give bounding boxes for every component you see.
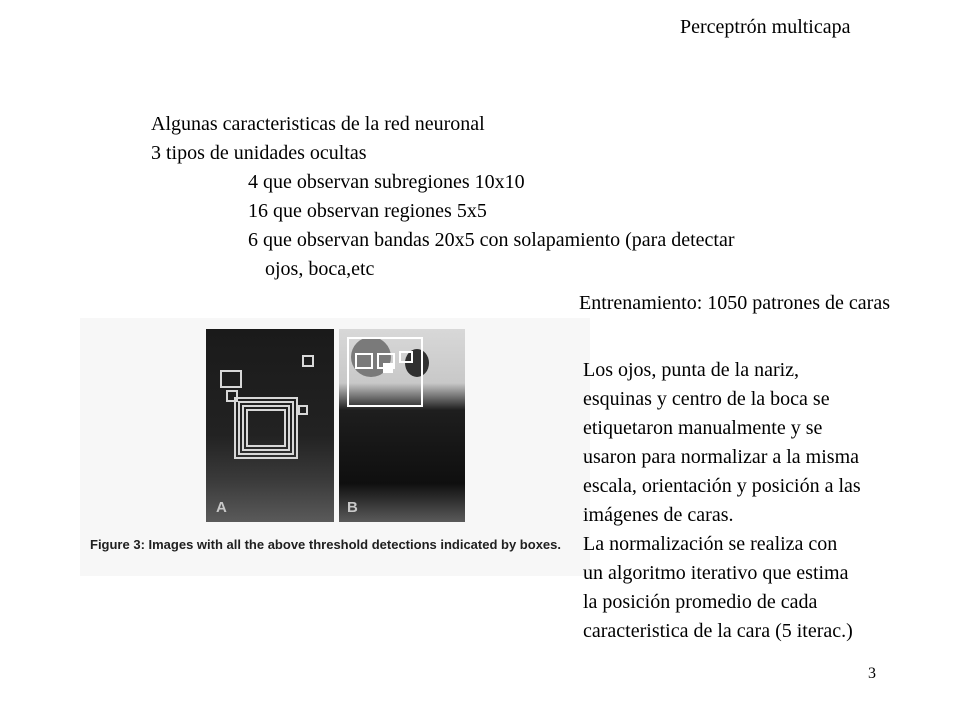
panel-label-a: A: [216, 499, 227, 516]
features-heading: Algunas caracteristicas de la red neuronal: [151, 113, 485, 135]
description-line: la posición promedio de cada: [583, 591, 818, 613]
description-line: escala, orientación y posición a las: [583, 475, 861, 497]
face-image-b: [339, 329, 465, 522]
description-line: usaron para normalizar a la misma: [583, 446, 859, 468]
description-line: Los ojos, punta de la nariz,: [583, 359, 800, 381]
description-line: La normalización se realiza con: [583, 533, 838, 555]
detection-box: [302, 355, 314, 367]
figure-caption: Figure 3: Images with all the above threshold detections indicated by boxes.: [90, 537, 561, 552]
description-line: imágenes de caras.: [583, 504, 734, 526]
panel-label-b: B: [347, 499, 358, 516]
detection-box: [399, 351, 413, 363]
feature-item: ojos, boca,etc: [265, 258, 375, 280]
feature-item: 6 que observan bandas 20x5 con solapamiento (para detectar: [248, 229, 735, 251]
description-line: esquinas y centro de la boca se: [583, 388, 830, 410]
slide-title: Perceptrón multicapa: [680, 16, 851, 38]
detection-box: [298, 405, 308, 415]
features-subheading: 3 tipos de unidades ocultas: [151, 142, 367, 164]
detection-box: [383, 363, 393, 373]
feature-item: 16 que observan regiones 5x5: [248, 200, 487, 222]
description-line: etiquetaron manualmente y se: [583, 417, 823, 439]
training-label: Entrenamiento: 1050 patrones de caras: [579, 292, 890, 314]
face-image-a: [206, 329, 334, 522]
description-line: un algoritmo iterativo que estima: [583, 562, 849, 584]
figure: [80, 318, 590, 576]
detection-box: [355, 353, 373, 369]
description-line: caracteristica de la cara (5 iterac.): [583, 620, 853, 642]
detection-box: [220, 370, 242, 388]
page-number: 3: [868, 665, 876, 682]
detection-box: [246, 409, 286, 447]
feature-item: 4 que observan subregiones 10x10: [248, 171, 525, 193]
